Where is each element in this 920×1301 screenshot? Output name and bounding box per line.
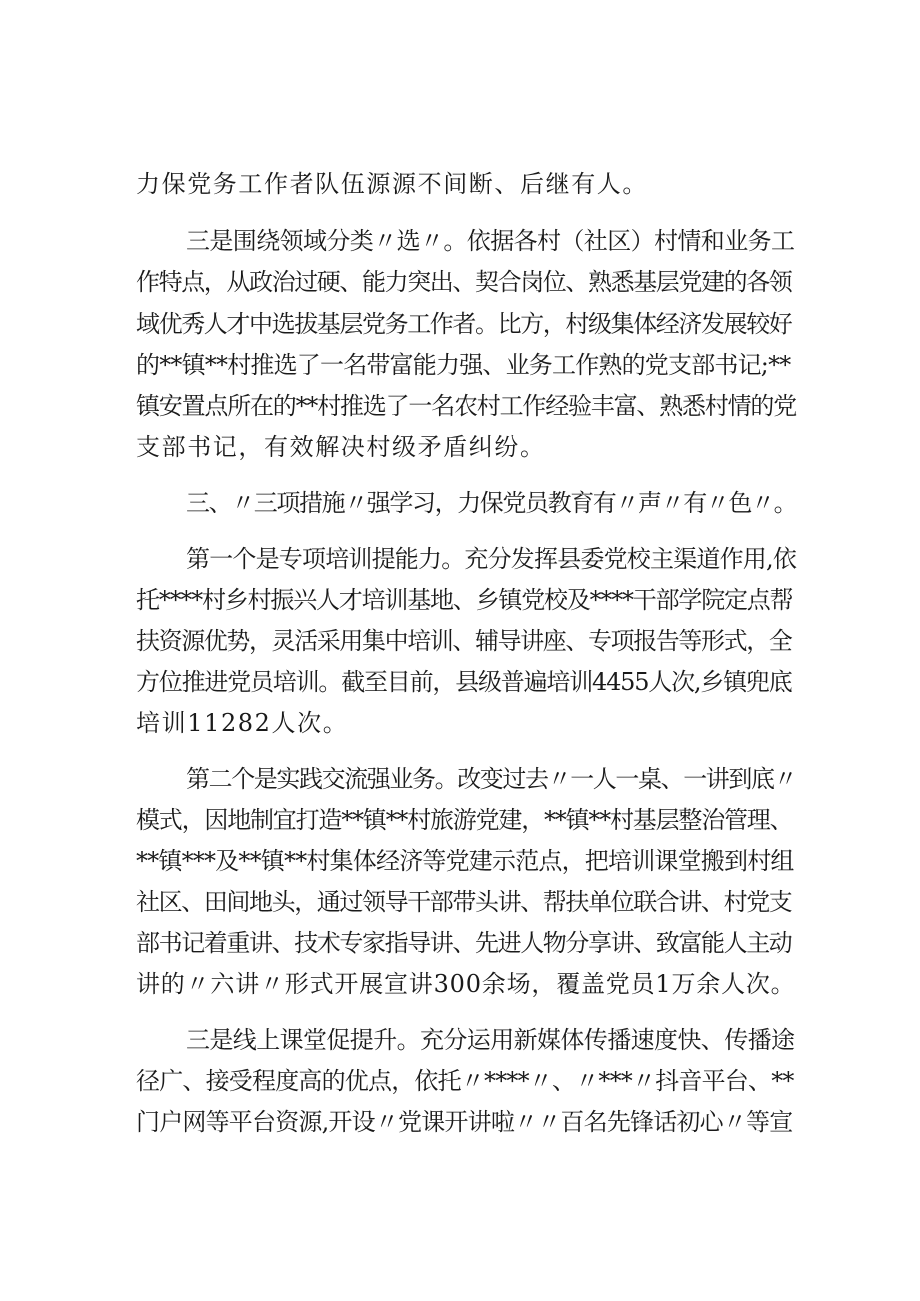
body-text-line: 支部书记，有效解决村级矛盾纠纷。	[136, 433, 546, 461]
body-text-line: 模式，因地制宜打造**镇**村旅游党建，**镇**村基层整治管理、	[136, 806, 793, 834]
body-text-line: 讲的〃六讲〃形式开展宣讲300余场，覆盖党员1万余人次。	[136, 970, 796, 998]
body-text-line: 培训11282人次。	[136, 709, 349, 737]
section-heading: 三、〃三项措施〃强学习，力保党员教育有〃声〃有〃色〃。	[186, 489, 797, 517]
paragraph-first-line: 三是线上课堂促提升。充分运用新媒体传播速度快、传播途	[186, 1026, 795, 1054]
body-text-line: 的**镇**村推选了一名带富能力强、业务工作熟的党支部书记;**	[136, 351, 791, 379]
paragraph-first-line: 第二个是实践交流强业务。改变过去〃一人一桌、一讲到底〃	[186, 765, 797, 793]
body-text-line: 方位推进党员培训。截至目前，县级普遍培训4455人次,乡镇兜底	[136, 668, 792, 696]
body-text-line: 部书记着重讲、技术专家指导讲、先进人物分享讲、致富能人主动	[136, 929, 792, 957]
body-text-line: 托****村乡村振兴人才培训基地、乡镇党校及****干部学院定点帮	[136, 586, 793, 614]
body-text-line: 社区、田间地头，通过领导干部带头讲、帮扶单位联合讲、村党支	[136, 888, 792, 916]
paragraph-first-line: 三是围绕领域分类〃选〃。依据各村（社区）村情和业务工	[186, 227, 795, 255]
body-text-line: 域优秀人才中选拔基层党务工作者。比方，村级集体经济发展较好	[136, 310, 792, 338]
body-text-line: 门户网等平台资源,开设〃党课开讲啦〃〃百名先锋话初心〃等宣	[136, 1108, 793, 1136]
body-text-line: 镇安置点所在的**村推选了一名农村工作经验丰富、熟悉村情的党	[136, 392, 796, 420]
body-text-line: 径广、接受程度高的优点，依托〃****〃、〃***〃抖音平台、**	[136, 1067, 794, 1095]
paragraph-first-line: 第一个是专项培训提能力。充分发挥县委党校主渠道作用,依	[186, 545, 797, 573]
body-text-line: **镇***及**镇**村集体经济等党建示范点，把培训课堂搬到村组	[136, 847, 794, 875]
body-text-line: 作特点，从政治过硬、能力突出、契合岗位、熟悉基层党建的各领	[136, 268, 792, 296]
body-text-line: 扶资源优势，灵活采用集中培训、辅导讲座、专项报告等形式，全	[136, 627, 792, 655]
body-text-line: 力保党务工作者队伍源源不间断、后继有人。	[136, 170, 648, 198]
